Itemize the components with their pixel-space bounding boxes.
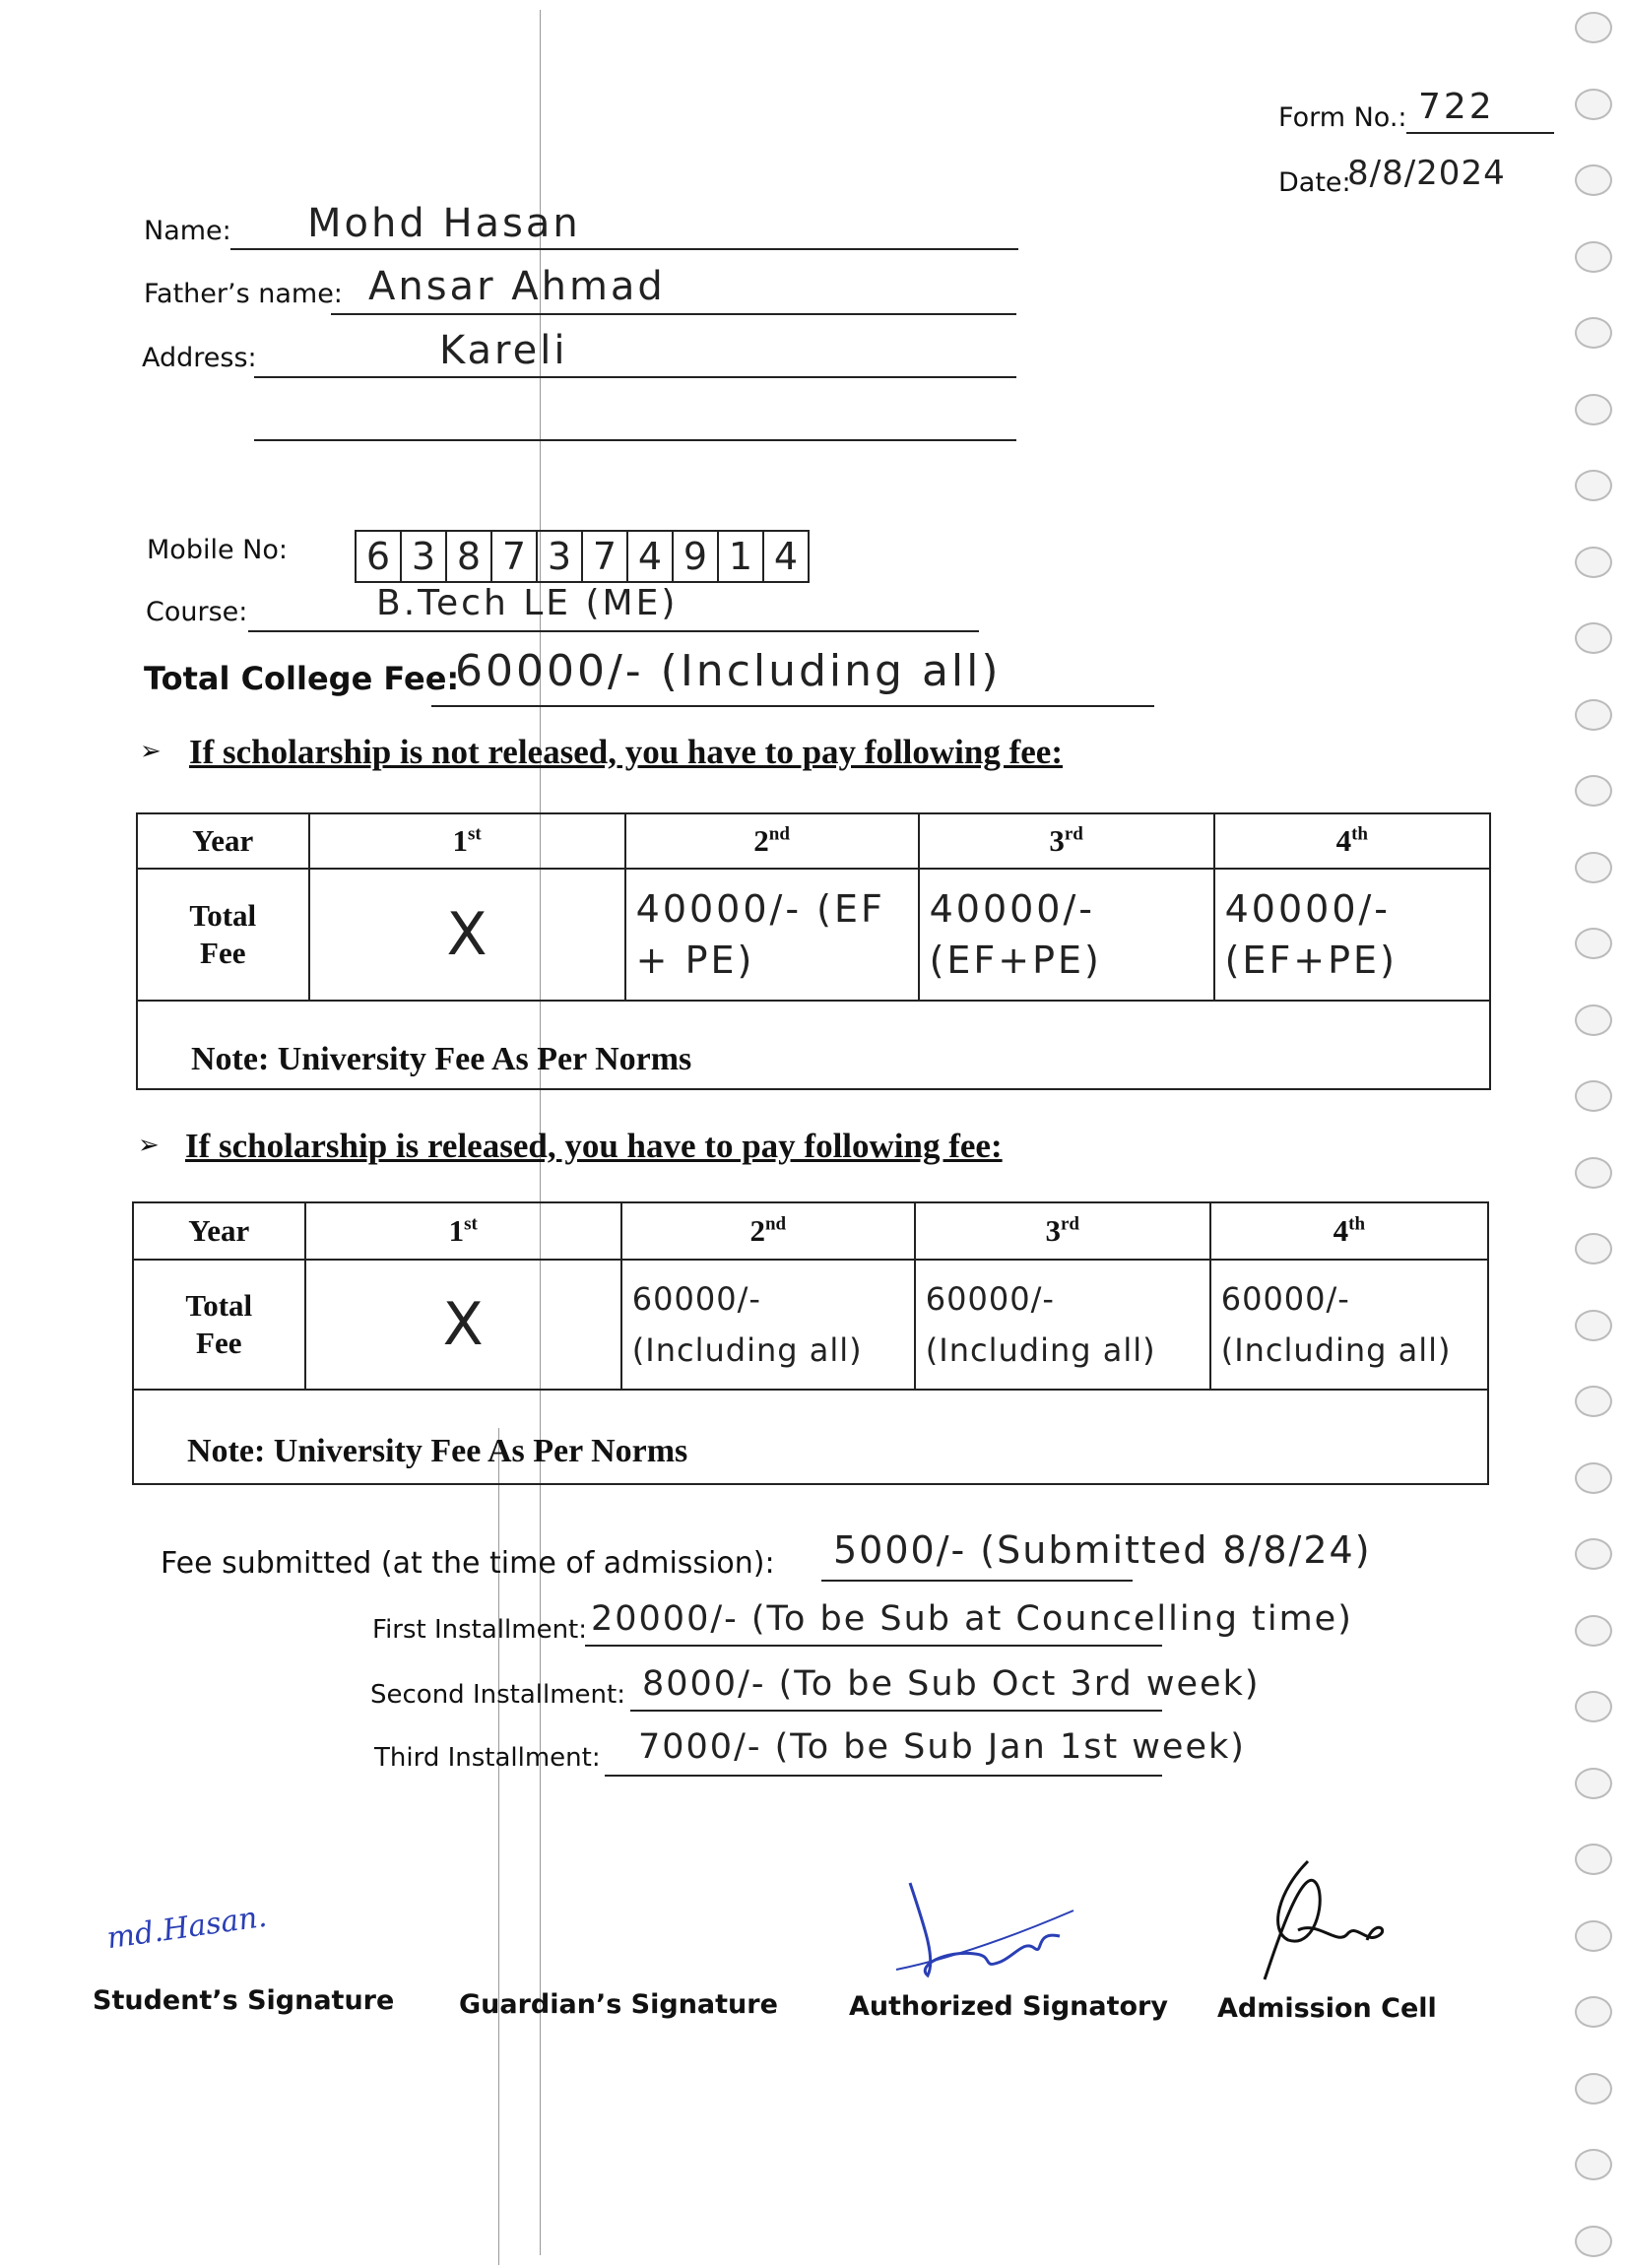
date-value: 8/8/2024 (1347, 154, 1506, 193)
binder-hole (1575, 852, 1612, 883)
course-line (248, 630, 979, 632)
table-note: Note: University Fee As Per Norms (133, 1390, 1488, 1484)
total-fee-label: Total College Fee: (144, 660, 460, 697)
arrow-bullet-icon: ➢ (138, 1131, 160, 1160)
year-4-fee: 60000/- (Including all) (1210, 1260, 1488, 1390)
binder-hole (1575, 89, 1612, 120)
header-year-2: 2nd (621, 1202, 915, 1260)
binder-hole (1575, 1996, 1612, 2028)
mobile-digit: 1 (719, 532, 764, 581)
binder-hole (1575, 622, 1612, 654)
authorized-signatory-label: Authorized Signatory (849, 1991, 1168, 2022)
second-installment-label: Second Installment: (370, 1680, 625, 1710)
year-2-fee: 40000/- (EF + PE) (625, 869, 919, 1001)
date-label: Date: (1278, 167, 1351, 198)
binder-hole (1575, 241, 1612, 273)
mobile-digit: 4 (628, 532, 674, 581)
binder-hole (1575, 470, 1612, 501)
total-fee-line (431, 705, 1154, 707)
address-label: Address: (142, 343, 257, 373)
second-installment-value: 8000/- (To be Sub Oct 3rd week) (642, 1664, 1261, 1704)
address-line-1 (254, 376, 1016, 378)
fathers-name-value: Ansar Ahmad (368, 264, 666, 309)
row-label-total-fee: Total Fee (133, 1260, 305, 1390)
mobile-digit: 3 (402, 532, 447, 581)
fathers-name-label: Father’s name: (144, 279, 343, 309)
year-1-fee: X (309, 869, 625, 1001)
binder-hole (1575, 12, 1612, 43)
course-value: B.Tech LE (ME) (376, 583, 679, 623)
guardian-signature-label: Guardian’s Signature (459, 1989, 778, 2020)
fee-submitted-value: 5000/- (Submitted 8/8/24) (833, 1528, 1372, 1572)
mobile-digit: 4 (773, 535, 799, 578)
mobile-digit-boxes (355, 530, 810, 583)
year-3-fee: 40000/- (EF+PE) (919, 869, 1214, 1001)
header-year-4: 4th (1210, 1202, 1488, 1260)
student-handwritten-signature: md.Hasan. (104, 1899, 270, 1957)
first-installment-line (585, 1645, 1162, 1647)
binder-hole (1575, 164, 1612, 196)
binder-hole (1575, 547, 1612, 578)
authorized-signature-scribble-icon (886, 1871, 1083, 1989)
form-no-value: 722 (1418, 87, 1495, 127)
fee-submitted-label: Fee submitted (at the time of admission): (161, 1546, 775, 1581)
fee-table-released (132, 1201, 1489, 1485)
header-year-3: 3rd (915, 1202, 1210, 1260)
binder-hole (1575, 1844, 1612, 1875)
mobile-digit: 7 (492, 532, 538, 581)
binder-hole (1575, 317, 1612, 349)
mobile-digit: 7 (583, 532, 628, 581)
address-line-2 (254, 439, 1016, 441)
admission-cell-label: Admission Cell (1217, 1993, 1437, 2024)
total-fee-value: 60000/- (Including all) (455, 646, 1002, 696)
name-label: Name: (144, 216, 231, 246)
binder-hole (1575, 1386, 1612, 1417)
row-label-total-fee: Total Fee (137, 869, 309, 1001)
binder-hole (1575, 1615, 1612, 1647)
header-year: Year (137, 813, 309, 869)
binder-hole (1575, 1157, 1612, 1189)
binder-hole (1575, 928, 1612, 959)
header-year-3: 3rd (919, 813, 1214, 869)
binder-hole (1575, 1462, 1612, 1494)
fee-table-not-released (136, 812, 1491, 1090)
address-value: Kareli (439, 328, 568, 373)
header-year-1: 1st (309, 813, 625, 869)
header-year-1: 1st (305, 1202, 621, 1260)
fee-submitted-line (821, 1580, 1133, 1582)
binder-hole (1575, 2226, 1612, 2257)
header-year-2: 2nd (625, 813, 919, 869)
section-not-released-heading: If scholarship is not released, you have to pay following fee: (189, 733, 1063, 771)
second-installment-line (630, 1710, 1162, 1712)
year-3-fee: 60000/- (Including all) (915, 1260, 1210, 1390)
year-1-fee: X (305, 1260, 621, 1390)
mobile-digit: 3 (538, 532, 583, 581)
binder-hole (1575, 1310, 1612, 1341)
arrow-bullet-icon: ➢ (140, 737, 162, 766)
binder-hole (1575, 1080, 1612, 1112)
binder-hole (1575, 1538, 1612, 1570)
table-note: Note: University Fee As Per Norms (137, 1001, 1490, 1089)
name-line (230, 248, 1018, 250)
header-year-4: 4th (1214, 813, 1490, 869)
binder-hole (1575, 394, 1612, 425)
binder-hole (1575, 1920, 1612, 1952)
first-installment-value: 20000/- (To be Sub at Councelling time) (591, 1599, 1353, 1639)
section-released-heading: If scholarship is released, you have to pay following fee: (185, 1127, 1003, 1165)
student-signature-label: Student’s Signature (93, 1985, 395, 2016)
mobile-digit: 9 (674, 532, 719, 581)
first-installment-label: First Installment: (372, 1615, 588, 1645)
binder-hole (1575, 1768, 1612, 1799)
mobile-digit: 8 (447, 532, 492, 581)
binder-hole (1575, 1004, 1612, 1036)
binder-hole (1575, 1691, 1612, 1722)
binder-hole (1575, 699, 1612, 731)
fathers-name-line (331, 313, 1016, 315)
mobile-label: Mobile No: (147, 535, 288, 565)
header-year: Year (133, 1202, 305, 1260)
third-installment-value: 7000/- (To be Sub Jan 1st week) (638, 1727, 1246, 1767)
third-installment-label: Third Installment: (374, 1743, 601, 1773)
course-label: Course: (146, 597, 248, 627)
binder-hole (1575, 2073, 1612, 2105)
form-no-line (1406, 132, 1554, 134)
binder-hole (1575, 775, 1612, 807)
year-2-fee: 60000/- (Including all) (621, 1260, 915, 1390)
binder-holes (1575, 0, 1614, 2268)
form-no-label: Form No.: (1278, 102, 1407, 133)
mobile-digit: 6 (357, 532, 402, 581)
admission-cell-signature-scribble-icon (1249, 1851, 1397, 1989)
binder-hole (1575, 1233, 1612, 1264)
binder-hole (1575, 2149, 1612, 2180)
name-value: Mohd Hasan (307, 201, 581, 246)
year-4-fee: 40000/- (EF+PE) (1214, 869, 1490, 1001)
third-installment-line (605, 1775, 1162, 1777)
